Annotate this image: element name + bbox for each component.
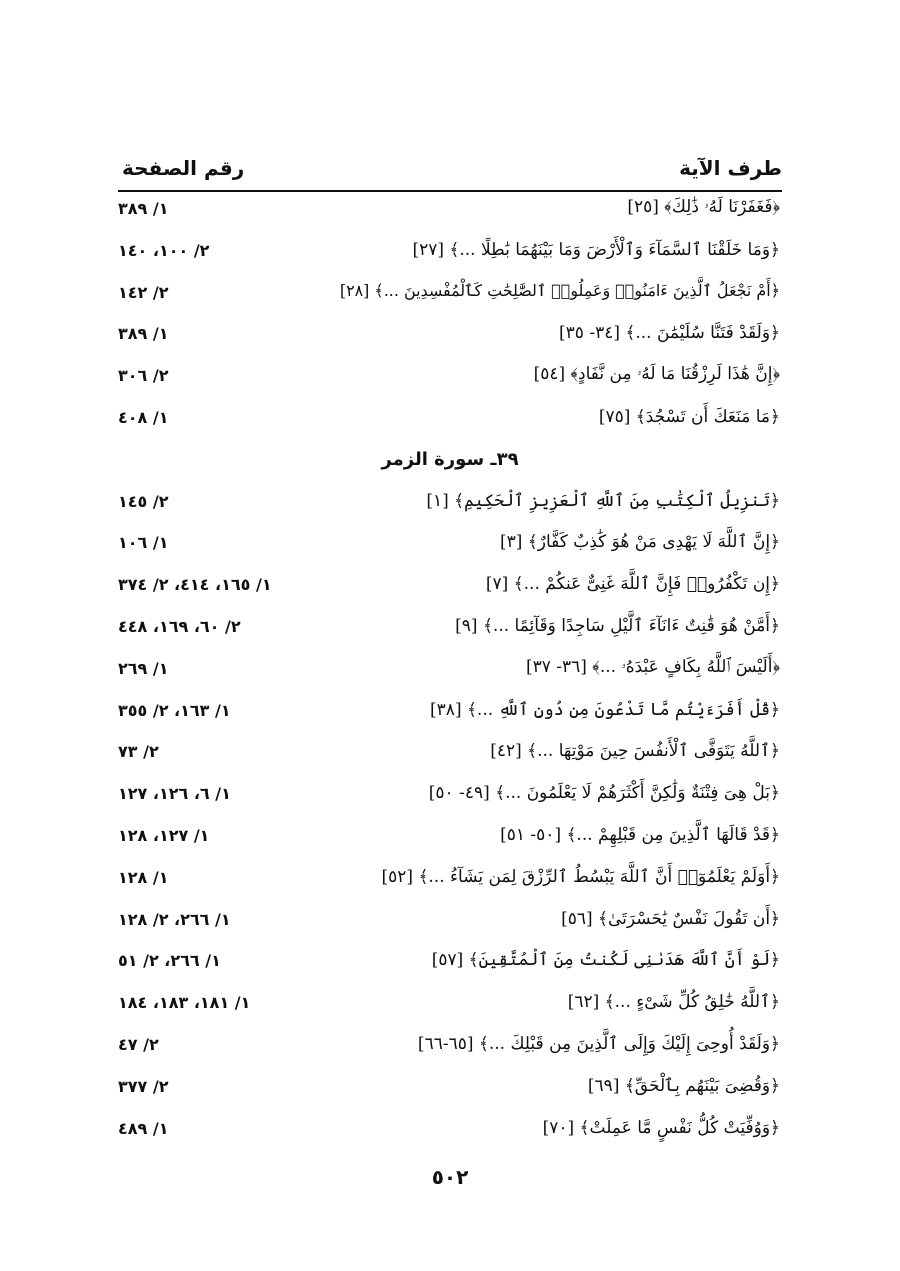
- verse-excerpt: ﴿مَا مَنَعَكَ أَن تَسْجُدَ﴾ [٧٥]: [598, 406, 780, 427]
- index-entry: [118, 650, 782, 692]
- page-references-cell: [118, 784, 308, 803]
- page-references-cell: [118, 241, 308, 260]
- page-references-cell: [118, 1077, 308, 1096]
- page-references-cell: [118, 492, 308, 511]
- index-entry: [118, 984, 782, 1026]
- verse-excerpt: ﴿وَوُفِّيَتْ كُلُّ نَفْسٍ مَّا عَمِلَتْ﴾ [٧٠]: [542, 1117, 780, 1138]
- page-references-cell: [118, 951, 308, 970]
- page-references: ١/ ١٠٦: [118, 533, 169, 553]
- index-entry: [118, 1068, 782, 1110]
- surah-heading-row: [118, 441, 782, 483]
- page-references-cell: [118, 1119, 308, 1138]
- index-entry: [118, 859, 782, 901]
- verse-excerpt: ﴿إِنَّ هَٰذَا لَرِزْقُنَا مَا لَهُۥ مِن نَّفَادٍ﴾ [٥٤]: [533, 364, 780, 385]
- verse-excerpt: ﴿أَلَيْسَ ٱللَّهُ بِكَافٍ عَبْدَهُۥ ...﴾ [٣٦- ٣٧]: [525, 656, 780, 677]
- page-references-cell: [118, 993, 308, 1012]
- page-references: ٢/ ٣٠٦: [118, 366, 169, 386]
- page-references: ١/ ١٨١، ١٨٣، ١٨٤: [118, 993, 251, 1013]
- page-number: ٥٠٢: [431, 1165, 469, 1189]
- page-references: ٢/ ١٤٥: [118, 491, 169, 511]
- page-references: ١/ ١٦٣، ٢/ ٣٥٥: [118, 700, 231, 720]
- page-references-cell: [118, 199, 308, 218]
- page-references-cell: [118, 324, 308, 343]
- page-references: ٢/ ٦٠، ١٦٩، ٤٤٨: [118, 616, 241, 636]
- verse-excerpt: ﴿أَمْ نَجْعَلُ ٱلَّذِينَ ءَامَنُوا۟ وَعَمِلُوا۟ ٱلصَّٰلِحَٰتِ كَٱلْمُفْسِدِينَ ...﴾ [٢٨]: [339, 280, 780, 300]
- column-header: [118, 156, 782, 186]
- page-references: ١/ ٢٦٩: [118, 658, 169, 678]
- verse-excerpt: ﴿أَوَلَمْ يَعْلَمُوٓا۟ أَنَّ ٱللَّهَ يَبْسُطُ ٱلرِّزْقَ لِمَن يَشَآءُ ...﴾ [٥٢]: [381, 866, 780, 887]
- index-entry: [118, 692, 782, 734]
- index-entry: [118, 190, 782, 232]
- page-references: ٢/ ٣٧٧: [118, 1076, 169, 1096]
- verse-excerpt: ﴿وَلَقَدْ أُوحِىَ إِلَيْكَ وَإِلَى ٱلَّذِينَ مِن قَبْلِكَ ...﴾ [٦٥-٦٦]: [417, 1033, 780, 1054]
- page-references: ١/ ٢٦٦، ٢/ ١٢٨: [118, 909, 231, 929]
- verse-excerpt: ﴿وَلَقَدْ فَتَنَّا سُلَيْمَٰنَ ...﴾ [٣٤- ٣٥]: [559, 323, 780, 344]
- page-column-title: رقم الصفحة: [122, 156, 245, 180]
- page-references-cell: [118, 575, 308, 594]
- verse-excerpt: ﴿أَن تَقُولَ نَفْسٌ يَٰحَسْرَتَىٰ﴾ [٥٦]: [561, 908, 780, 929]
- page-references: ٢/ ١٠٠، ١٤٠: [118, 240, 210, 260]
- verse-excerpt: ﴿فَغَفَرْنَا لَهُۥ ذَٰلِكَ﴾ [٢٥]: [627, 197, 780, 217]
- page-references-cell: [118, 868, 308, 887]
- page-references: ٢/ ٧٣: [118, 742, 159, 762]
- page-references-cell: [118, 408, 308, 427]
- page-references-cell: [118, 701, 308, 720]
- index-entry: [118, 901, 782, 943]
- page-references: ١/ ٦، ١٢٦، ١٢٧: [118, 784, 231, 804]
- page-references-cell: [118, 366, 308, 385]
- surah-title: ٣٩ـ سورة الزمر: [381, 448, 519, 470]
- verse-excerpt: ﴿إِنَّ ٱللَّهَ لَا يَهْدِى مَنْ هُوَ كَٰذِبٌ كَفَّارٌ﴾ [٣]: [499, 532, 780, 553]
- page-references: ١/ ٤٠٨: [118, 407, 169, 427]
- page-references-cell: [118, 533, 308, 552]
- page-references: ١/ ١٢٧، ١٢٨: [118, 825, 210, 845]
- index-entry: [118, 524, 782, 566]
- verse-excerpt: ﴿ٱللَّهُ خَٰلِقُ كُلِّ شَىْءٍ ...﴾ [٦٢]: [567, 992, 780, 1013]
- page-references: ١/ ١٢٨: [118, 867, 169, 887]
- index-entry: [118, 942, 782, 984]
- index-entry: [118, 775, 782, 817]
- index-entry: [118, 232, 782, 274]
- index-entry: [118, 566, 782, 608]
- page-references: ١/ ٣٨٩: [118, 199, 169, 218]
- page-references: ١/ ١٦٥، ٤١٤، ٢/ ٣٧٤: [118, 575, 272, 595]
- index-entry: [118, 1026, 782, 1068]
- index-entry: [118, 357, 782, 399]
- page-references-cell: [118, 659, 308, 678]
- index-entry: [118, 817, 782, 859]
- verse-excerpt: ﴿قَدْ قَالَهَا ٱلَّذِينَ مِن قَبْلِهِمْ ...﴾ [٥٠- ٥١]: [500, 824, 780, 845]
- verse-excerpt: ﴿ٱللَّهُ يَتَوَفَّى ٱلْأَنفُسَ حِينَ مَوْتِهَا ...﴾ [٤٢]: [490, 741, 780, 762]
- index-entry: [118, 483, 782, 525]
- page-references-cell: [118, 283, 308, 302]
- verse-index-list: [118, 190, 782, 1151]
- page-references-cell: [118, 826, 308, 845]
- index-entry: [118, 274, 782, 316]
- page-references-cell: [118, 742, 308, 761]
- index-entry: [118, 399, 782, 441]
- page-references: ٢/ ١٤٢: [118, 282, 169, 302]
- page-references: ١/ ٣٨٩: [118, 324, 169, 344]
- index-entry: [118, 1110, 782, 1152]
- page-references-cell: [118, 617, 308, 636]
- index-page: [118, 150, 782, 1200]
- index-entry: [118, 608, 782, 650]
- verse-excerpt: ﴿وَمَا خَلَقْنَا ٱلسَّمَآءَ وَٱلْأَرْضَ وَمَا بَيْنَهُمَا بَٰطِلًا ...﴾ [٢٧]: [412, 239, 780, 260]
- verse-excerpt: ﴿تَنزِيلُ ٱلْكِتَٰبِ مِنَ ٱللَّهِ ٱلْعَزِيزِ ٱلْحَكِيمِ﴾ [١]: [426, 490, 780, 511]
- verse-excerpt: ﴿بَلْ هِىَ فِتْنَةٌ وَلَٰكِنَّ أَكْثَرَهُمْ لَا يَعْلَمُونَ ...﴾ [٤٩- ٥٠]: [428, 783, 780, 804]
- page-references: ٢/ ٤٧: [118, 1034, 159, 1054]
- index-entry: [118, 315, 782, 357]
- page-references-cell: [118, 1035, 308, 1054]
- page-references: ١/ ٤٨٩: [118, 1118, 169, 1138]
- verse-excerpt: ﴿لَوْ أَنَّ ٱللَّهَ هَدَىٰنِى لَكُنتُ مِنَ ٱلْمُتَّقِينَ﴾ [٥٧]: [431, 950, 780, 971]
- verse-excerpt: ﴿أَمَّنْ هُوَ قَٰنِتٌ ءَانَآءَ ٱلَّيْلِ سَاجِدًا وَقَآئِمًا ...﴾ [٩]: [455, 615, 780, 636]
- index-entry: [118, 733, 782, 775]
- verse-excerpt: ﴿إِن تَكْفُرُوا۟ فَإِنَّ ٱللَّهَ غَنِىٌّ عَنكُمْ ...﴾ [٧]: [485, 574, 780, 595]
- verse-excerpt: ﴿قُلْ أَفَرَءَيْتُم مَّا تَدْعُونَ مِن دُونِ ٱللَّهِ ...﴾ [٣٨]: [430, 699, 780, 720]
- verse-excerpt: ﴿وَقُضِىَ بَيْنَهُم بِٱلْحَقِّ﴾ [٦٩]: [587, 1075, 780, 1096]
- verse-column-title: طرف الآية: [679, 156, 782, 180]
- page-references-cell: [118, 910, 308, 929]
- page-references: ١/ ٢٦٦، ٢/ ٥١: [118, 951, 221, 971]
